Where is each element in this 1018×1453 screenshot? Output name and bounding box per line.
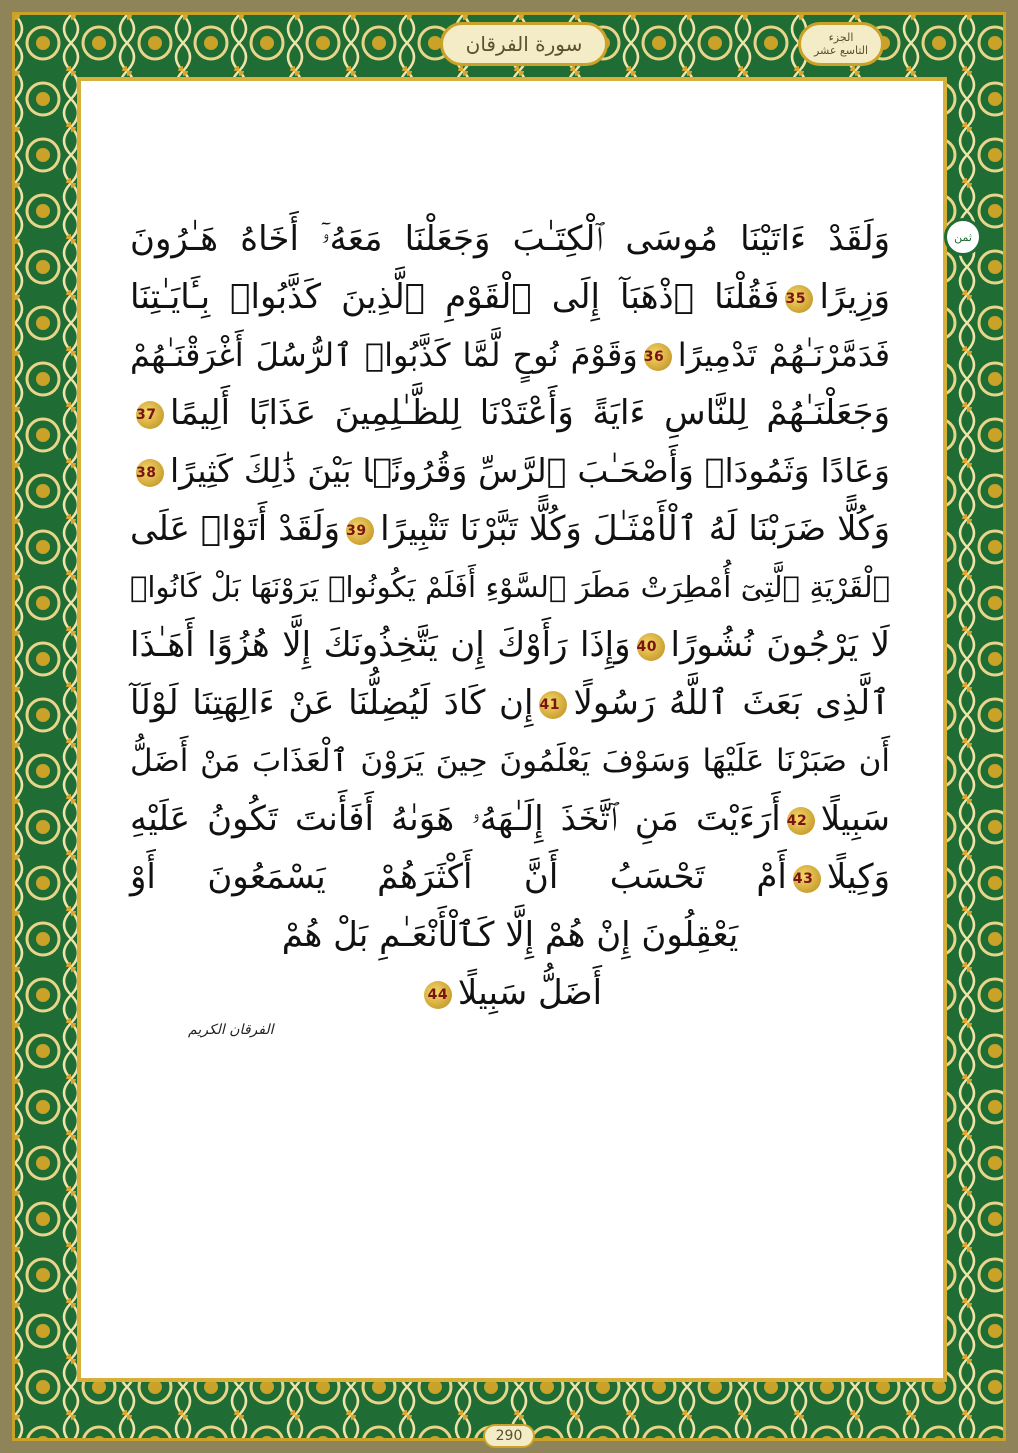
ayah-number-marker: 39 [346, 517, 374, 545]
verse-text: أَرَءَيْتَ مَنِ ٱتَّخَذَ إِلَـٰهَهُۥ هَوَىٰهُ أَفَأَنتَ تَكُونُ عَلَيْهِ [130, 799, 781, 839]
juz-label-line1: الجزء [828, 31, 854, 44]
verse-text: فَدَمَّرْنَـٰهُمْ تَدْمِيرًا [677, 336, 891, 374]
verse-line [130, 268, 890, 326]
verse-line [130, 442, 890, 500]
calligrapher-signature: الفرقان الكريم [188, 1022, 274, 1038]
verse-text: وَعَادًا وَثَمُودَا۟ وَأَصْحَـٰبَ ٱلرَّسِّ وَقُرُونًۢا بَيْنَ ذَٰلِكَ كَثِيرًا [170, 451, 890, 490]
verse-text: أَضَلُّ سَبِيلًا [457, 973, 603, 1013]
ayah-number-marker: 37 [136, 401, 164, 429]
verse-line [130, 732, 890, 790]
verse-text: أَن صَبَرْنَا عَلَيْهَا وَسَوْفَ يَعْلَمُونَ حِينَ يَرَوْنَ ٱلْعَذَابَ مَنْ أَضَلُّ [130, 743, 890, 779]
verse-line [130, 906, 890, 964]
verse-text: وَقَوْمَ نُوحٍ لَّمَّا كَذَّبُوا۟ ٱلرُّسُلَ أَغْرَقْنَـٰهُمْ [130, 336, 638, 374]
ayah-number-marker: 38 [136, 459, 164, 487]
verse-text: فَقُلْنَا ٱذْهَبَآ إِلَى ٱلْقَوْمِ ٱلَّذِينَ كَذَّبُوا۟ بِـَٔايَـٰتِنَا [130, 277, 780, 317]
verse-text: وَجَعَلْنَـٰهُمْ لِلنَّاسِ ءَايَةً وَأَعْتَدْنَا لِلظَّـٰلِمِينَ عَذَابًا أَلِيمًا [170, 393, 890, 433]
verse-line [130, 674, 890, 732]
verse-text: يَعْقِلُونَ إِنْ هُمْ إِلَّا كَٱلْأَنْعَـٰمِ بَلْ هُمْ [281, 915, 739, 955]
quran-text-block [130, 210, 890, 1022]
verse-text: ٱلْقَرْيَةِ ٱلَّتِىٓ أُمْطِرَتْ مَطَرَ ٱلسَّوْءِ أَفَلَمْ يَكُونُوا۟ يَرَوْنَهَا بَلْ كَانُوا۟ [130, 570, 890, 604]
verse-line [130, 964, 890, 1022]
verse-line [130, 326, 890, 384]
verse-text: سَبِيلًا [820, 799, 890, 839]
verse-text: إِن كَادَ لَيُضِلُّنَا عَنْ ءَالِهَتِنَا لَوْلَآ [130, 683, 534, 723]
verse-text: وَزِيرًا [819, 277, 890, 317]
ayah-number-marker: 43 [793, 865, 821, 893]
page-number: 290 [483, 1424, 535, 1448]
verse-line [130, 384, 890, 442]
hizb-quarter-marker: ثمن [944, 218, 982, 256]
verse-text: لَا يَرْجُونَ نُشُورًا [670, 625, 890, 665]
verse-text: وَكُلًّا ضَرَبْنَا لَهُ ٱلْأَمْثَـٰلَ وَكُلًّا تَبَّرْنَا تَتْبِيرًا [380, 509, 890, 549]
verse-text: وَإِذَا رَأَوْكَ إِن يَتَّخِذُونَكَ إِلَّا هُزُوًا أَهَـٰذَا [130, 625, 631, 665]
ayah-number-marker: 41 [539, 691, 567, 719]
verse-text: وَكِيلًا [826, 857, 890, 897]
juz-label [798, 22, 884, 66]
verse-text: ٱلَّذِى بَعَثَ ٱللَّهُ رَسُولًا [573, 683, 890, 723]
verse-line [130, 210, 890, 268]
verse-line [130, 500, 890, 558]
ayah-number-marker: 36 [644, 343, 672, 371]
ayah-number-marker: 40 [637, 633, 665, 661]
verse-text: أَمْ تَحْسَبُ أَنَّ أَكْثَرَهُمْ يَسْمَعُونَ أَوْ [130, 857, 787, 897]
ayah-number-marker: 35 [785, 285, 813, 313]
ayah-number-marker: 42 [787, 807, 815, 835]
surah-name-label: سورة الفرقان [440, 22, 608, 66]
verse-line [130, 790, 890, 848]
verse-line [130, 558, 890, 616]
verse-text: وَلَقَدْ ءَاتَيْنَا مُوسَى ٱلْكِتَـٰبَ وَجَعَلْنَا مَعَهُۥٓ أَخَاهُ هَـٰرُونَ [130, 219, 890, 259]
verse-line [130, 616, 890, 674]
verse-text: وَلَقَدْ أَتَوْا۟ عَلَى [130, 509, 341, 549]
juz-label-line2: التاسع عشر [813, 44, 869, 57]
ayah-number-marker: 44 [424, 981, 452, 1009]
verse-line [130, 848, 890, 906]
